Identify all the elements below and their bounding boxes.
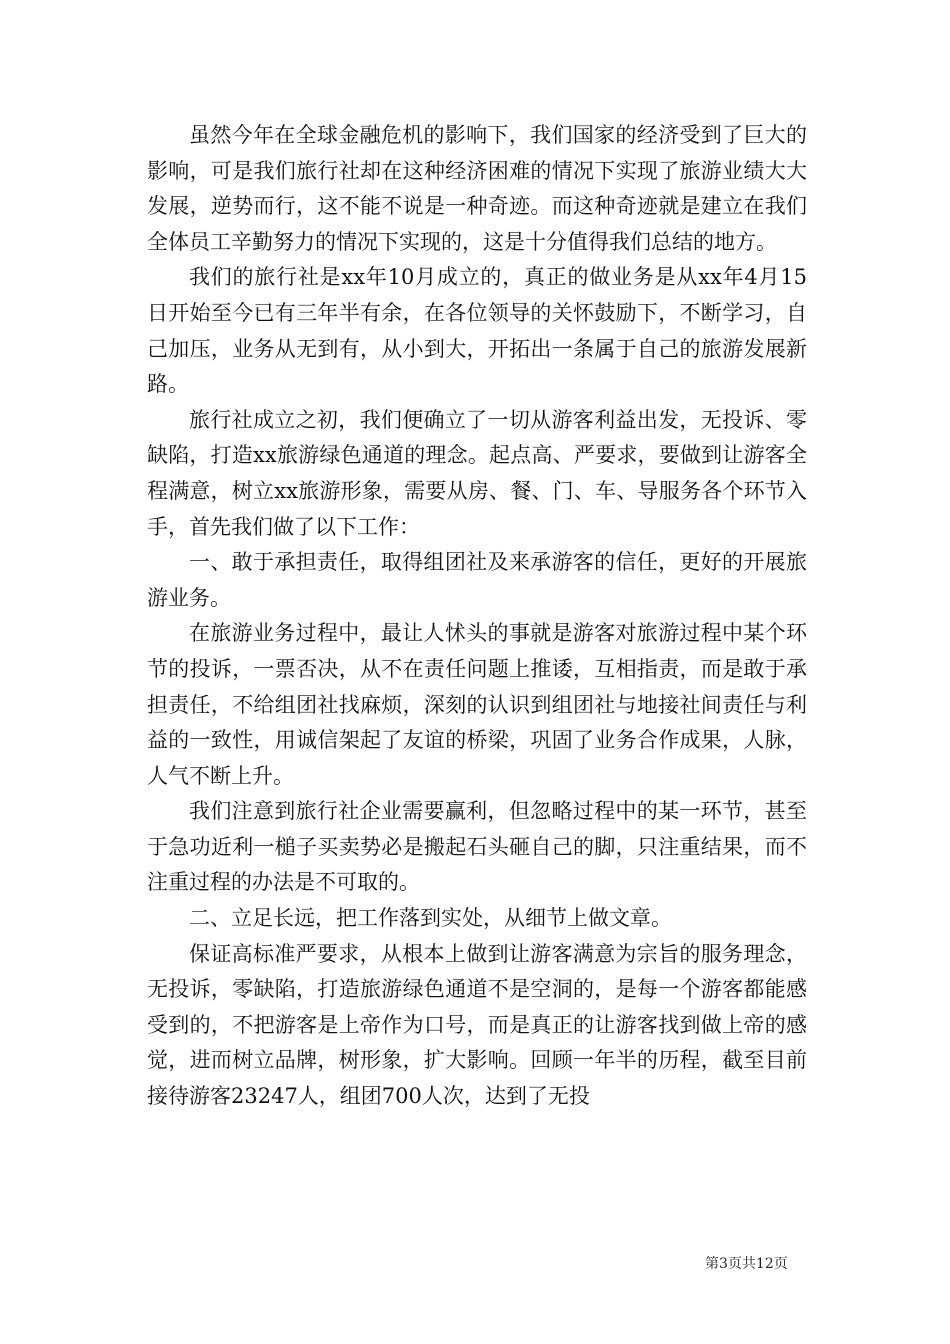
paragraph-1: 虽然今年在全球金融危机的影响下，我们国家的经济受到了巨大的影响，可是我们旅行社却在这种经济困难的情况下实现了旅游业绩大大发展，逆势而行，这不能不说是一种奇迹。而这种奇迹就是建立在我们全体员工辛勤努力的情况下实现的，这是十分值得我们总结的地方。 — [147, 123, 807, 254]
page-number-footer: 第3页共12页 — [705, 1256, 788, 1272]
document-body — [147, 118, 807, 1115]
paragraph-7-heading: 二、立足长远，把工作落到实处，从细节上做文章。 — [189, 906, 672, 931]
paragraph-8: 保证高标准严要求，从根本上做到让游客满意为宗旨的服务理念，无投诉，零缺陷，打造旅游绿色通道不是空洞的，是每一个游客都能感受到的，不把游客是上帝作为口号，而是真正的让游客找到做上帝的感觉，进而树立品牌，树形象，扩大影响。回顾一年半的历程，截至目前接待游客23247人，组团700人次，达到了无投 — [147, 941, 807, 1109]
paragraph-5: 在旅游业务过程中，最让人怵头的事就是游客对旅游过程中某个环节的投诉，一票否决，从不在责任问题上推诿，互相指责，而是敢于承担责任，不给组团社找麻烦，深刻的认识到组团社与地接社间责任与利益的一致性，用诚信架起了友谊的桥梁，巩固了业务合作成果，人脉，人气不断上升。 — [147, 621, 807, 788]
paragraph-2: 我们的旅行社是xx年10月成立的，真正的做业务是从xx年4月15日开始至今已有三年半有余，在各位领导的关怀鼓励下，不断学习，自己加压，业务从无到有，从小到大，开拓出一条属于自己的旅游发展新路。 — [147, 265, 807, 397]
paragraph-4-heading: 一、敢于承担责任，取得组团社及来承游客的信任，更好的开展旅游业务。 — [147, 550, 807, 610]
paragraph-3: 旅行社成立之初，我们便确立了一切从游客利益出发，无投诉、零缺陷，打造xx旅游绿色通道的理念。起点高、严要求，要做到让游客全程满意，树立xx旅游形象，需要从房、餐、门、车、导服务各个环节入手，首先我们做了以下工作： — [147, 407, 807, 539]
paragraph-6: 我们注意到旅行社企业需要赢利，但忽略过程中的某一环节，甚至于急功近利一槌子买卖势必是搬起石头砸自己的脚，只注重结果，而不注重过程的办法是不可取的。 — [147, 799, 807, 895]
